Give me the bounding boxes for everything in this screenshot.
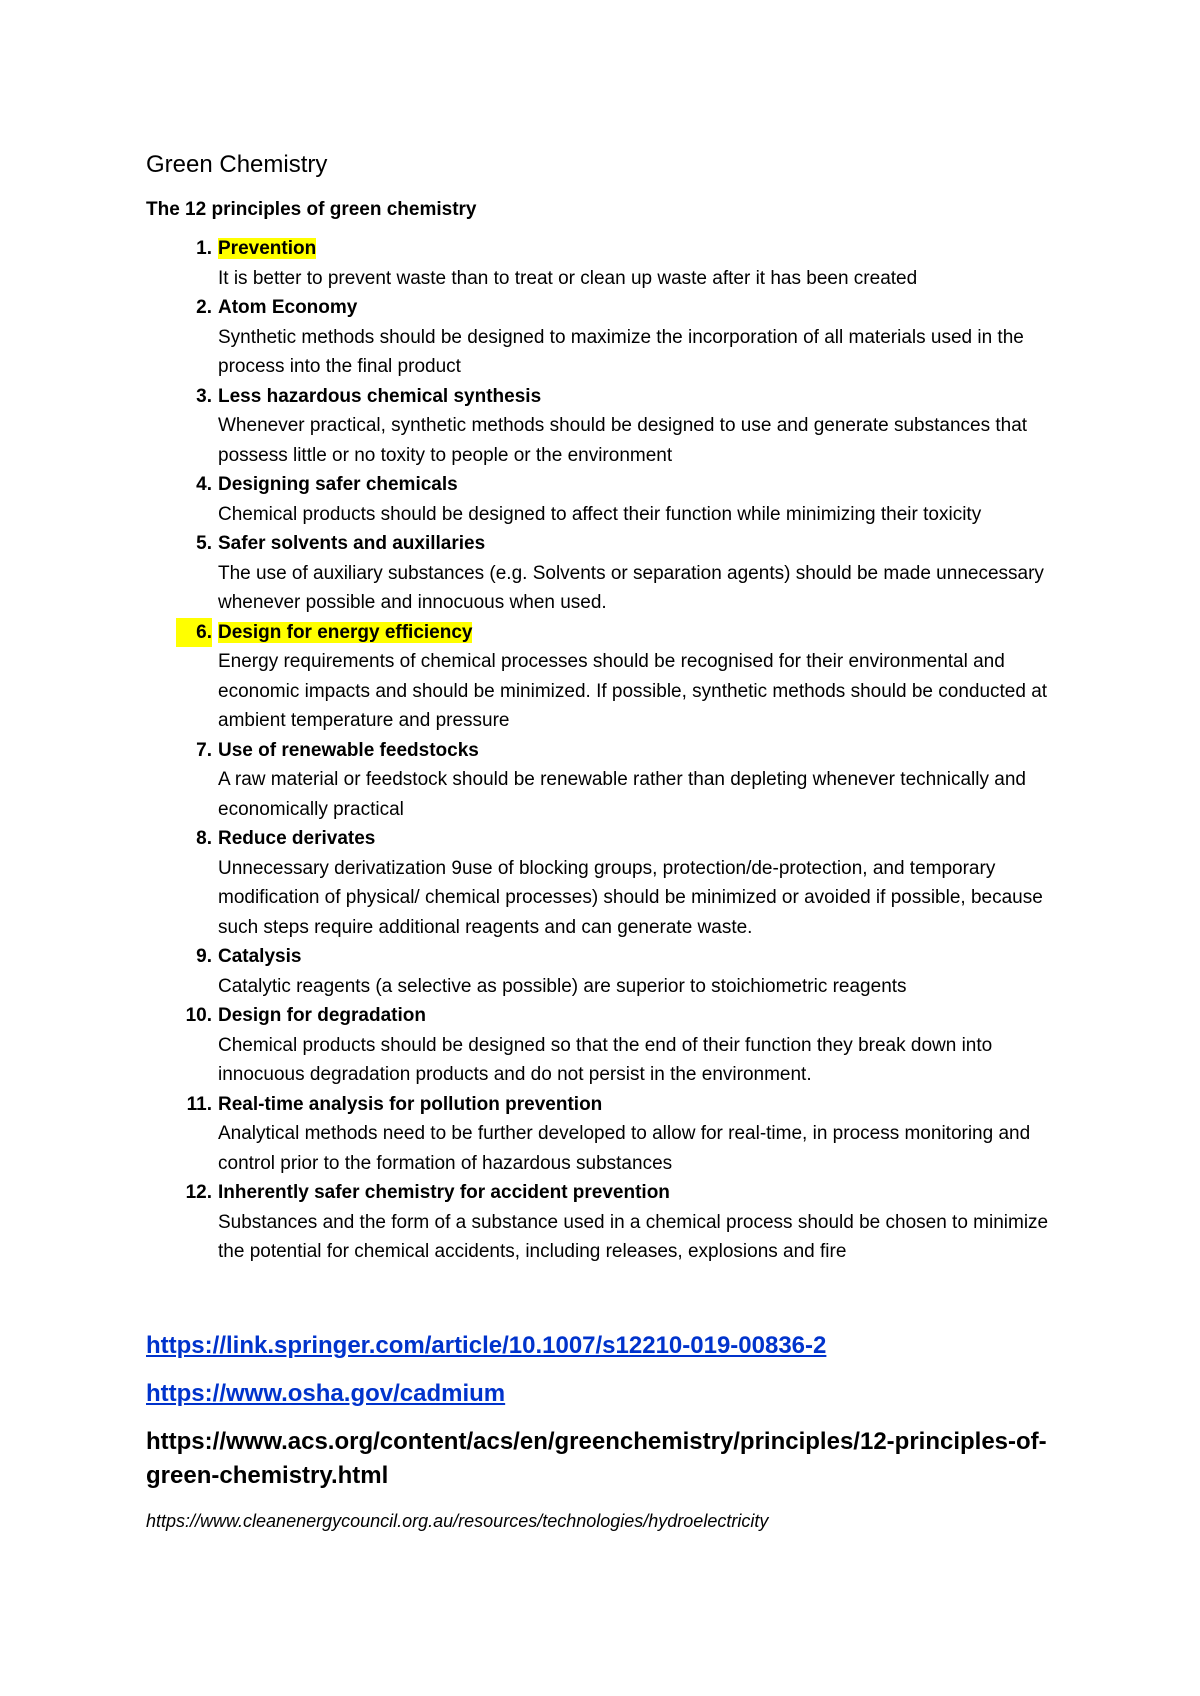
list-item (146, 293, 1076, 382)
principle-description: A raw material or feedstock should be renewable rather than depleting whenever technically and economically practical (218, 769, 1026, 820)
principle-title: Inherently safer chemistry for accident prevention (218, 1182, 670, 1203)
list-item (146, 736, 1076, 825)
list-item (146, 1001, 1076, 1090)
principle-description: Synthetic methods should be designed to maximize the incorporation of all materials used in the process into the final product (218, 326, 1024, 377)
item-number: 10. (185, 1005, 212, 1026)
principle-title: Design for energy efficiency (218, 621, 473, 643)
item-number: 3. (196, 385, 212, 407)
item-number: 8. (196, 828, 212, 849)
principle-title: Design for degradation (218, 1005, 426, 1026)
principle-description: Substances and the form of a substance used in a chemical process should be chosen to minimize the potential for chemical accidents, including releases, explosions and fire (218, 1211, 1049, 1262)
principle-description: Whenever practical, synthetic methods should be designed to use and generate substances that possess little or no toxity to people or the environment (218, 415, 1028, 466)
principle-description: Energy requirements of chemical processes should be recognised for their environmental and economic impacts and should be minimized. If possible, synthetic methods should be conducted at ambient temperature and pressure (218, 651, 1048, 731)
item-number: 9. (196, 946, 212, 967)
principle-title: Safer solvents and auxillaries (218, 533, 486, 554)
springer-link[interactable]: https://link.springer.com/article/10.1007/s12210-019-00836-2 (146, 1331, 827, 1359)
item-number: 11. (186, 1093, 212, 1115)
item-number: 1. (196, 238, 212, 259)
principle-description: It is better to prevent waste than to treat or clean up waste after it has been created (218, 267, 918, 289)
list-item (146, 618, 1076, 736)
principle-description: The use of auxiliary substances (e.g. Solvents or separation agents) should be made unnecessary whenever possible and innocuous when used. (218, 562, 1044, 613)
principle-description: Chemical products should be designed to affect their function while minimizing their toxicity (218, 503, 982, 525)
principle-title: Atom Economy (218, 297, 358, 318)
principle-title: Less hazardous chemical synthesis (218, 385, 542, 407)
document-title: Green Chemistry (146, 151, 328, 178)
principle-description: Catalytic reagents (a selective as possible) are superior to stoichiometric reagents (218, 975, 907, 997)
document-page (146, 148, 1076, 1535)
item-number: 12. (185, 1182, 212, 1203)
acs-link: https://www.acs.org/content/acs/en/greenchemistry/principles/12-principles-of-green-chemistry.html (146, 1427, 1047, 1489)
reference-links (146, 1329, 1076, 1535)
principles-list (146, 234, 1076, 1267)
list-item (146, 1090, 1076, 1179)
principle-title: Prevention (218, 238, 317, 259)
item-number: 7. (196, 739, 212, 761)
principle-title: Real-time analysis for pollution prevention (218, 1093, 603, 1115)
list-item (146, 470, 1076, 529)
item-number: 5. (196, 533, 212, 554)
principle-description: Analytical methods need to be further developed to allow for real-time, in process monitoring and control prior to the formation of hazardous substances (218, 1123, 1031, 1174)
list-item (146, 234, 1076, 293)
item-number: 4. (196, 474, 212, 495)
item-number: 2. (196, 297, 212, 318)
osha-link[interactable]: https://www.osha.gov/cadmium (146, 1379, 506, 1407)
principle-description: Unnecessary derivatization 9use of blocking groups, protection/de-protection, and temporary modification of physical/ chemical processes) should be minimized or avoided if possible, because such steps require additional reagents and can generate waste. (218, 857, 1043, 938)
list-item (146, 824, 1076, 942)
list-item (146, 1178, 1076, 1267)
list-item (146, 529, 1076, 618)
list-item (146, 382, 1076, 471)
list-item (146, 942, 1076, 1001)
principle-title: Catalysis (218, 946, 302, 967)
principle-title: Reduce derivates (218, 828, 376, 849)
principles-subtitle: The 12 principles of green chemistry (146, 199, 477, 220)
item-number: 6. (176, 618, 212, 648)
principle-title: Use of renewable feedstocks (218, 739, 479, 761)
principle-description: Chemical products should be designed so that the end of their function they break down into innocuous degradation products and do not persist in the environment. (218, 1034, 993, 1085)
principle-title: Designing safer chemicals (218, 474, 458, 495)
cleanenergy-link: https://www.cleanenergycouncil.org.au/resources/technologies/hydroelectricity (146, 1510, 769, 1531)
